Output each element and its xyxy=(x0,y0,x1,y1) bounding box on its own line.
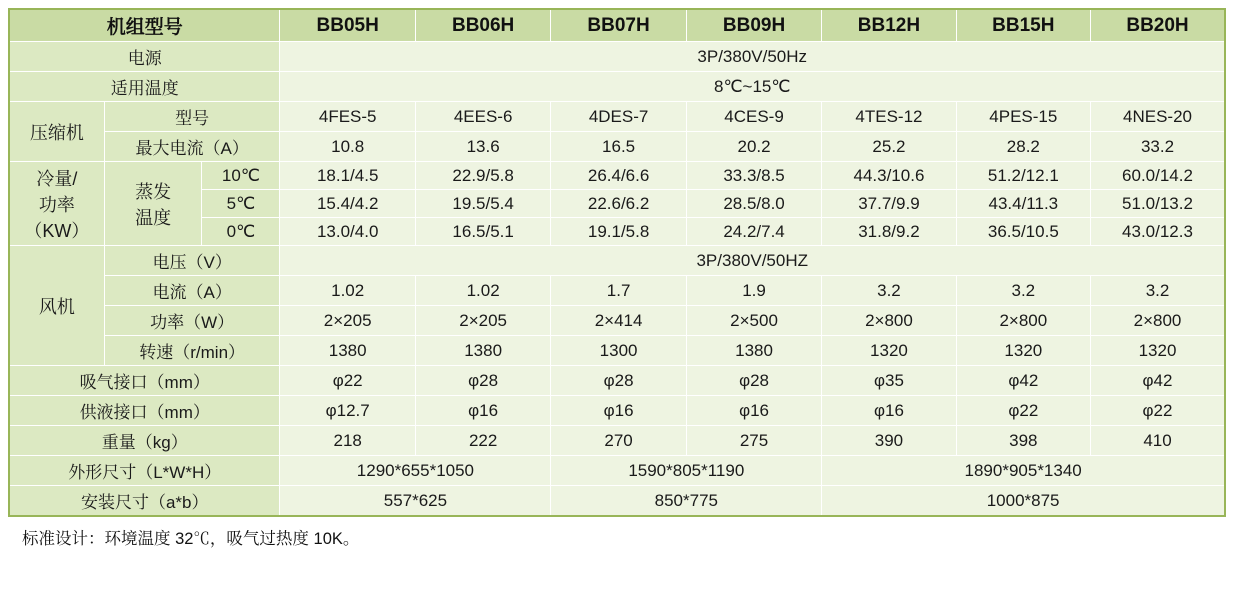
cell-compressor-max-current-3: 20.2 xyxy=(686,132,821,162)
table-row-compressor-model xyxy=(9,102,1225,132)
header-model-3: BB09H xyxy=(686,9,821,42)
cell-weight-1: 222 xyxy=(415,426,550,456)
table-row-weight xyxy=(9,426,1225,456)
cell-liquid-port-0: φ12.7 xyxy=(280,396,415,426)
cell-fan-current-3: 1.9 xyxy=(686,276,821,306)
cell-fan-power-1: 2×205 xyxy=(415,306,550,336)
row-label-power-supply: 电源 xyxy=(9,42,280,72)
row-label-compressor-max-current: 最大电流（A） xyxy=(104,132,280,162)
group-label-compressor: 压缩机 xyxy=(9,102,104,162)
cell-fan-current-0: 1.02 xyxy=(280,276,415,306)
row-label-compressor-model: 型号 xyxy=(104,102,280,132)
cell-compressor-max-current-2: 16.5 xyxy=(551,132,686,162)
cell-fan-current-5: 3.2 xyxy=(956,276,1090,306)
cell-fan-power-5: 2×800 xyxy=(956,306,1090,336)
cell-fan-current-1: 1.02 xyxy=(415,276,550,306)
cell-suction-port-6: φ42 xyxy=(1091,366,1225,396)
row-label-capacity-5c: 5℃ xyxy=(202,190,280,218)
table-row-fan-current xyxy=(9,276,1225,306)
table-row-suction-port xyxy=(9,366,1225,396)
capacity-label-line3: （KW） xyxy=(24,220,90,241)
cell-capacity-0c-1: 16.5/5.1 xyxy=(415,218,550,246)
cell-fan-speed-4: 1320 xyxy=(822,336,956,366)
capacity-label-line2: 功率 xyxy=(38,194,75,215)
header-model-6: BB20H xyxy=(1091,9,1225,42)
table-header-row xyxy=(9,9,1225,42)
cell-capacity-0c-2: 19.1/5.8 xyxy=(551,218,686,246)
cell-weight-3: 275 xyxy=(686,426,821,456)
cell-suction-port-5: φ42 xyxy=(956,366,1090,396)
cell-compressor-model-1: 4EES-6 xyxy=(415,102,550,132)
table-row-install-dimensions xyxy=(9,486,1225,517)
capacity-label-line1: 冷量/ xyxy=(36,168,78,189)
cell-fan-power-0: 2×205 xyxy=(280,306,415,336)
cell-fan-power-6: 2×800 xyxy=(1091,306,1225,336)
row-label-fan-voltage: 电压（V） xyxy=(104,246,280,276)
cell-compressor-max-current-4: 25.2 xyxy=(822,132,956,162)
row-label-overall-dimensions: 外形尺寸（L*W*H） xyxy=(9,456,280,486)
group-label-capacity xyxy=(9,162,104,246)
cell-capacity-10c-6: 60.0/14.2 xyxy=(1091,162,1225,190)
cell-capacity-5c-5: 43.4/11.3 xyxy=(956,190,1090,218)
cell-compressor-model-4: 4TES-12 xyxy=(822,102,956,132)
table-row-applicable-temp xyxy=(9,72,1225,102)
cell-compressor-model-3: 4CES-9 xyxy=(686,102,821,132)
table-row-fan-voltage xyxy=(9,246,1225,276)
table-row-liquid-port xyxy=(9,396,1225,426)
cell-fan-current-2: 1.7 xyxy=(551,276,686,306)
table-row-fan-power xyxy=(9,306,1225,336)
evap-label-line1: 蒸发 xyxy=(135,181,172,202)
cell-weight-5: 398 xyxy=(956,426,1090,456)
cell-liquid-port-5: φ22 xyxy=(956,396,1090,426)
cell-fan-speed-5: 1320 xyxy=(956,336,1090,366)
cell-install-dimensions-2: 1000*875 xyxy=(822,486,1225,517)
evap-label-line2: 温度 xyxy=(135,207,172,228)
row-label-capacity-0c: 0℃ xyxy=(202,218,280,246)
header-model-0: BB05H xyxy=(280,9,415,42)
table-row-power-supply xyxy=(9,42,1225,72)
cell-compressor-max-current-0: 10.8 xyxy=(280,132,415,162)
cell-capacity-5c-1: 19.5/5.4 xyxy=(415,190,550,218)
cell-capacity-10c-1: 22.9/5.8 xyxy=(415,162,550,190)
cell-compressor-model-2: 4DES-7 xyxy=(551,102,686,132)
cell-suction-port-0: φ22 xyxy=(280,366,415,396)
cell-capacity-0c-0: 13.0/4.0 xyxy=(280,218,415,246)
cell-fan-power-3: 2×500 xyxy=(686,306,821,336)
cell-liquid-port-4: φ16 xyxy=(822,396,956,426)
header-model-1: BB06H xyxy=(415,9,550,42)
cell-liquid-port-6: φ22 xyxy=(1091,396,1225,426)
cell-overall-dimensions-2: 1890*905*1340 xyxy=(822,456,1225,486)
cell-fan-speed-2: 1300 xyxy=(551,336,686,366)
specification-table xyxy=(8,8,1226,517)
cell-weight-4: 390 xyxy=(822,426,956,456)
cell-suction-port-3: φ28 xyxy=(686,366,821,396)
row-label-weight: 重量（kg） xyxy=(9,426,280,456)
cell-fan-speed-3: 1380 xyxy=(686,336,821,366)
cell-capacity-0c-4: 31.8/9.2 xyxy=(822,218,956,246)
cell-capacity-5c-4: 37.7/9.9 xyxy=(822,190,956,218)
cell-liquid-port-2: φ16 xyxy=(551,396,686,426)
row-value-fan-voltage: 3P/380V/50HZ xyxy=(280,246,1225,276)
table-row-fan-speed xyxy=(9,336,1225,366)
cell-compressor-max-current-5: 28.2 xyxy=(956,132,1090,162)
row-label-fan-speed: 转速（r/min） xyxy=(104,336,280,366)
cell-fan-current-6: 3.2 xyxy=(1091,276,1225,306)
cell-compressor-max-current-6: 33.2 xyxy=(1091,132,1225,162)
header-model-label: 机组型号 xyxy=(9,9,280,42)
table-row-capacity-10c xyxy=(9,162,1225,190)
cell-capacity-5c-3: 28.5/8.0 xyxy=(686,190,821,218)
group-label-fan: 风机 xyxy=(9,246,104,366)
cell-capacity-10c-4: 44.3/10.6 xyxy=(822,162,956,190)
cell-capacity-5c-0: 15.4/4.2 xyxy=(280,190,415,218)
cell-capacity-5c-2: 22.6/6.2 xyxy=(551,190,686,218)
cell-capacity-5c-6: 51.0/13.2 xyxy=(1091,190,1225,218)
cell-fan-power-4: 2×800 xyxy=(822,306,956,336)
header-model-5: BB15H xyxy=(956,9,1090,42)
cell-capacity-10c-5: 51.2/12.1 xyxy=(956,162,1090,190)
group-label-evap-temp xyxy=(104,162,202,246)
cell-compressor-model-0: 4FES-5 xyxy=(280,102,415,132)
cell-install-dimensions-1: 850*775 xyxy=(551,486,822,517)
cell-capacity-0c-6: 43.0/12.3 xyxy=(1091,218,1225,246)
header-model-4: BB12H xyxy=(822,9,956,42)
cell-compressor-model-5: 4PES-15 xyxy=(956,102,1090,132)
row-label-suction-port: 吸气接口（mm） xyxy=(9,366,280,396)
cell-capacity-10c-3: 33.3/8.5 xyxy=(686,162,821,190)
cell-fan-speed-6: 1320 xyxy=(1091,336,1225,366)
cell-capacity-0c-3: 24.2/7.4 xyxy=(686,218,821,246)
cell-fan-speed-1: 1380 xyxy=(415,336,550,366)
table-row-overall-dimensions xyxy=(9,456,1225,486)
cell-fan-power-2: 2×414 xyxy=(551,306,686,336)
row-label-fan-power: 功率（W） xyxy=(104,306,280,336)
cell-weight-2: 270 xyxy=(551,426,686,456)
footnote: 标准设计：环境温度 32℃，吸气过热度 10K。 xyxy=(22,530,360,548)
row-label-fan-current: 电流（A） xyxy=(104,276,280,306)
row-value-power-supply: 3P/380V/50Hz xyxy=(280,42,1225,72)
header-model-2: BB07H xyxy=(551,9,686,42)
row-label-install-dimensions: 安装尺寸（a*b） xyxy=(9,486,280,517)
row-label-applicable-temp: 适用温度 xyxy=(9,72,280,102)
cell-compressor-max-current-1: 13.6 xyxy=(415,132,550,162)
cell-suction-port-4: φ35 xyxy=(822,366,956,396)
table-row-compressor-max-current xyxy=(9,132,1225,162)
cell-compressor-model-6: 4NES-20 xyxy=(1091,102,1225,132)
cell-overall-dimensions-1: 1590*805*1190 xyxy=(551,456,822,486)
cell-overall-dimensions-0: 1290*655*1050 xyxy=(280,456,551,486)
cell-fan-current-4: 3.2 xyxy=(822,276,956,306)
cell-suction-port-1: φ28 xyxy=(415,366,550,396)
cell-capacity-10c-2: 26.4/6.6 xyxy=(551,162,686,190)
row-value-applicable-temp: 8℃~15℃ xyxy=(280,72,1225,102)
cell-capacity-0c-5: 36.5/10.5 xyxy=(956,218,1090,246)
cell-liquid-port-3: φ16 xyxy=(686,396,821,426)
cell-suction-port-2: φ28 xyxy=(551,366,686,396)
row-label-liquid-port: 供液接口（mm） xyxy=(9,396,280,426)
cell-install-dimensions-0: 557*625 xyxy=(280,486,551,517)
cell-weight-0: 218 xyxy=(280,426,415,456)
cell-liquid-port-1: φ16 xyxy=(415,396,550,426)
row-label-capacity-10c: 10℃ xyxy=(202,162,280,190)
cell-weight-6: 410 xyxy=(1091,426,1225,456)
cell-fan-speed-0: 1380 xyxy=(280,336,415,366)
cell-capacity-10c-0: 18.1/4.5 xyxy=(280,162,415,190)
